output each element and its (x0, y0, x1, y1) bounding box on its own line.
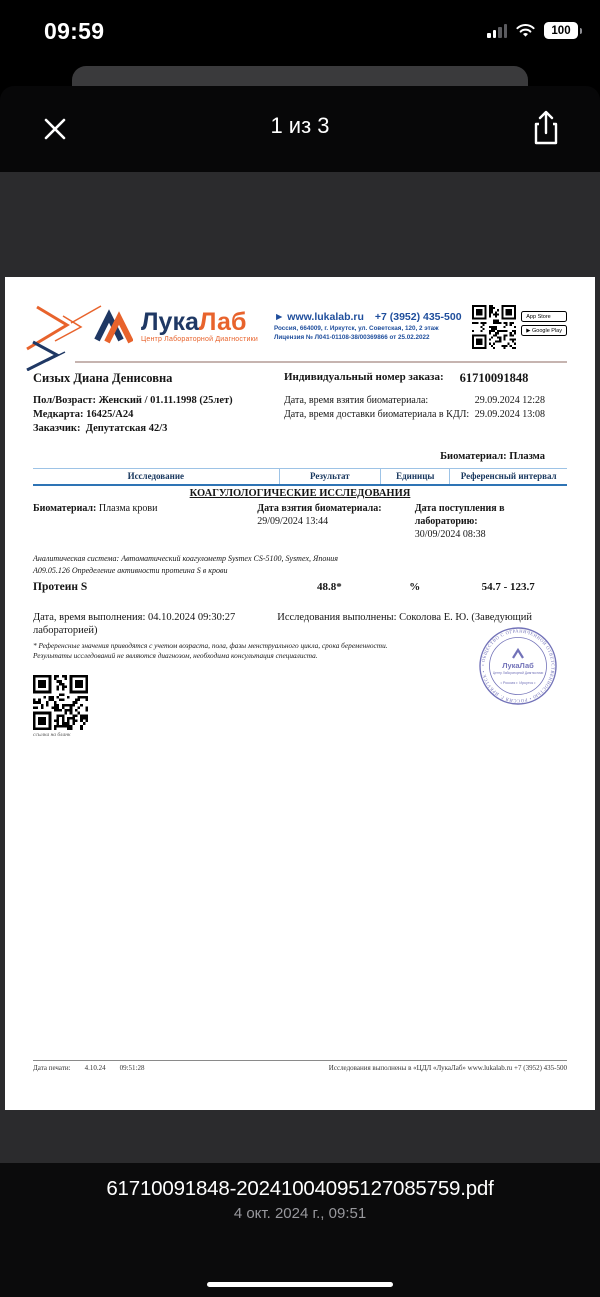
file-info-bar (0, 1163, 600, 1297)
header-divider (75, 361, 567, 363)
lab-website: ► www.lukalab.ru (273, 311, 364, 323)
nav-bar (0, 86, 600, 172)
patient-medcard: Медкарта: 16425/А24 (33, 409, 134, 421)
wifi-icon (515, 23, 536, 38)
biomaterial-row: Биоматериал: Плазма крови Дата взятия биоматериала: 29/09/2024 13:44 Дата поступления в лабораторию: 30/09/2024 08:38 (33, 502, 505, 540)
document-footer (33, 1060, 567, 1072)
order-taken: Дата, время взятия биоматериала: 29.09.2024 12:28 (283, 395, 545, 406)
footnotes: * Референсные значения приводятся с учетом возраста, пола, фазы менструального цикла, срока беременности. Результаты исследований не являются диагнозом, необходима консультация специалиста. (33, 640, 388, 660)
corner-decoration (25, 297, 103, 371)
patient-customer: Заказчик: Депутатская 42/3 (33, 423, 168, 435)
col-reference: Референсный интервал (449, 469, 566, 484)
biomaterial-summary: Биоматериал: Плазма (440, 450, 545, 462)
result-row (33, 581, 567, 593)
page-indicator: 1 из 3 (270, 113, 330, 138)
table-header (33, 468, 567, 486)
test-result: 48.8* (316, 580, 342, 593)
test-reference: 54.7 - 123.7 (481, 580, 535, 593)
form-link-qr (33, 675, 89, 738)
lab-tagline: Центр Лабораторной Диагностики (141, 335, 258, 343)
order-delivered: Дата, время доставки биоматериала в КДЛ: 29.09.2024 13:08 (283, 408, 545, 420)
file-date: 4 окт. 2024 г., 09:51 (233, 1205, 367, 1222)
patient-sex-age: Пол/Возраст: Женский / 01.11.1998 (25лет) (33, 395, 233, 406)
lab-address: Россия, 664009, г. Иркутск, ул. Советская, 120, 2 этаж (273, 325, 439, 332)
lab-contact (274, 311, 462, 341)
footer-contact: Исследования выполнены в «ЦДЛ «ЛукаЛаб» www.lukalab.ru +7 (3952) 435-500 (328, 1064, 567, 1072)
col-result: Результат (279, 469, 380, 484)
svg-text:ЛукаЛаб: ЛукаЛаб (502, 661, 534, 670)
section-title: КОАГУЛОЛОГИЧЕСКИЕ ИССЛЕДОВАНИЯ (189, 487, 411, 499)
home-indicator[interactable] (207, 1282, 393, 1287)
analytic-system: Аналитическая система: Автоматический коагулометр Sysmex CS-5100, Sysmex, Япония А09.05.126 Определение активности протеина S в крови (33, 553, 338, 575)
file-name: 61710091848-20241004095127085759.pdf (106, 1177, 494, 1200)
header-qr-code (472, 305, 516, 349)
share-button[interactable] (528, 108, 564, 148)
col-study: Исследование (127, 471, 185, 482)
cellular-signal-icon (487, 24, 507, 38)
svg-text:• Россия г. Иркутск •: • Россия г. Иркутск • (500, 681, 536, 685)
execution-info: Дата, время выполнения: 04.10.2024 09:30:27 Исследования выполнены: Соколова Е. Ю. (Заведующий лабораторией) (33, 611, 533, 637)
patient-info (33, 371, 284, 437)
document-page (5, 277, 595, 1110)
test-name: Протеин S (33, 580, 88, 593)
battery-icon (544, 22, 578, 39)
lab-logo (93, 307, 258, 345)
patient-name: Сизых Диана Денисовна (33, 371, 173, 385)
order-number: Индивидуальный номер заказа: 61710091848 (283, 371, 529, 385)
print-date: Дата печати: 4.10.24 09:51:28 (33, 1064, 145, 1072)
lab-license: Лицензия № Л041-01108-38/00369866 от 25.02.2022 (273, 334, 430, 341)
col-units: Единицы (380, 469, 449, 484)
form-qr-code (33, 675, 88, 730)
stamp-logo-mark (513, 650, 523, 658)
status-bar (0, 0, 600, 62)
test-units: % (409, 580, 421, 593)
svg-text:Центр Лабораторной Диагностики: Центр Лабораторной Диагностики (492, 671, 544, 675)
lab-phone: +7 (3952) 435-500 (374, 311, 462, 323)
googleplay-badge: ▶ Google Play (521, 325, 567, 336)
appstore-badge: App Store (521, 311, 567, 322)
pdf-viewer[interactable] (0, 172, 600, 1163)
svg-text:• ОБЩЕСТВО С ОГРАНИЧЕННОЙ ОТВЕ: • ОБЩЕСТВО С ОГРАНИЧЕННОЙ ОТВЕТСТВЕННОСТЬЮ • РОССИЯ Г. ИРКУТСК • (480, 628, 556, 704)
lab-stamp (477, 625, 559, 707)
clock: 09:59 (44, 18, 105, 44)
app-badges (521, 311, 567, 349)
battery-percent: 100 (551, 24, 571, 37)
order-info (284, 371, 567, 437)
qr-caption: ссылка на бланк (33, 732, 71, 739)
lab-name: ЛукаЛаб (141, 307, 247, 336)
document-header (33, 301, 567, 359)
status-icons (487, 22, 578, 39)
